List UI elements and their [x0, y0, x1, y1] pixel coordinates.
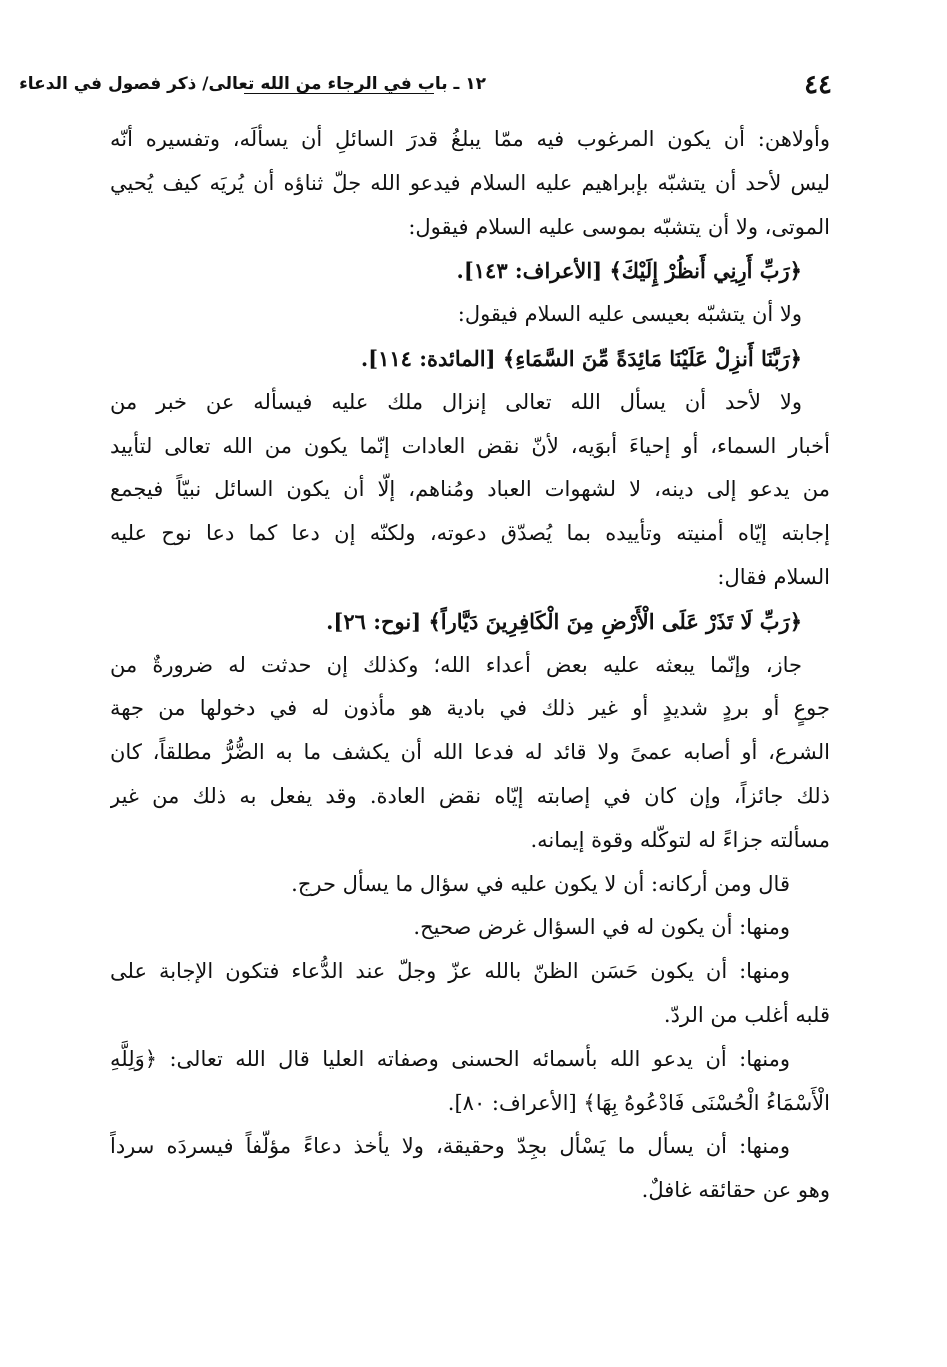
text-line: الشرع، أو أصابه عمىً ولا قائد له فدعا الله أن يكشف ما به الضُّرُّ مطلقاً، كان [110, 740, 830, 765]
text-line: الْأَسْمَاءُ الْحُسْنَى فَادْعُوهُ بِهَا﴾ [الأعراف: ٨٠]. [447, 1090, 830, 1115]
text-line: ومنها: أن يكون له في السؤال غرض صحيح. [413, 915, 790, 940]
text-line: ذلك جائزاً، وإن كان في إصابته إيّاه نقض العادة. وقد يفعل به ذلك من غير [110, 783, 830, 808]
page-header [19, 66, 832, 106]
text-line: ولا أن يتشبّه بعيسى عليه السلام فيقول: [457, 302, 802, 327]
running-head: ١٢ ـ باب في الرجاء من الله تعالى/ ذكر فصول في الدعاء [19, 74, 486, 94]
text-line: جاز، وإنّما يبعثه عليه بعض أعداء الله؛ وكذلك إن حدثت له ضرورةٌ من [110, 652, 802, 677]
text-line: قال ومن أركانه: أن لا يكون عليه في سؤال ما يسأل حرج. [291, 871, 790, 896]
quran-verse: ﴿رَبَّنَا أَنزِلْ عَلَيْنَا مَائِدَةً مِّنَ السَّمَاءِ﴾ [المائدة: ١١٤]. [360, 345, 802, 371]
text-line: ومنها: أن يدعو الله بأسمائه الحسنى وصفاته العليا قال الله تعالى: ﴿وَلِلَّهِ [110, 1046, 790, 1071]
quran-verse: ﴿رَبِّ لَا تَذَرْ عَلَى الْأَرْضِ مِنَ الْكَافِرِينَ دَيَّاراً﴾ [نوح: ٢٦]. [326, 608, 802, 634]
text-line: ومنها: أن يسأل ما يَسْأل بجِدّ وحقيقة، ولا يأخذ دعاءً مؤلّفاً فيسردَه سرداً [110, 1134, 790, 1159]
text-line: مسألته جزاءً له لتوكّله وقوة إيمانه. [530, 827, 830, 852]
text-line: أخبار السماء، أو إحياءَ أبوَيه، لأنّ نقض العادات إنّما يكون من الله تعالى لتأييد [110, 433, 830, 458]
page-number: ٤٤ [804, 70, 832, 100]
text-line: السلام فقال: [717, 564, 830, 589]
text-line: ولا لأحد أن يسأل الله تعالى إنزال ملك عليه فيسأله عن خبر من [110, 389, 802, 414]
text-line: ليس لأحد أن يتشبّه بإبراهيم عليه السلام فيدعو الله جلّ ثناؤه أن يُريَه كيف يُحيي [110, 170, 830, 195]
text-line: وهو عن حقائقه غافلٌ. [641, 1178, 830, 1203]
quran-verse: ﴿رَبِّ أَرِنِي أَنظُرْ إِلَيْكَ﴾ [الأعراف: ١٤٣]. [456, 258, 802, 284]
text-line: قلبه أغلب من الردّ. [663, 1002, 830, 1027]
text-line: إجابته إيّاه أمنيته وتأييده بما يُصدّق دعوته، ولكنّه إن دعا كما دعا نوح عليه [110, 521, 830, 546]
text-line: من يدعو إلى دينه، لا لشهوات العباد ومُناهم، إلّا أن يكون السائل نبيّاً فيجمع [110, 477, 830, 502]
text-line: الموتى، ولا أن يتشبّه بموسى عليه السلام فيقول: [408, 214, 830, 239]
body-text [110, 118, 830, 1213]
text-line: جوعٍ أو بردٍ شديدٍ أو غير ذلك في بادية هو مأذون له في دخولها من جهة [110, 696, 830, 721]
text-line: ومنها: أن يكون حَسَن الظنّ بالله عزّ وجلّ عند الدُّعاء فتكون الإجابة على [110, 959, 790, 984]
text-line: وأولاهن: أن يكون المرغوب فيه ممّا يبلغُ قدرَ السائلِ أن يسألَه، وتفسيره أنّه [110, 127, 830, 151]
